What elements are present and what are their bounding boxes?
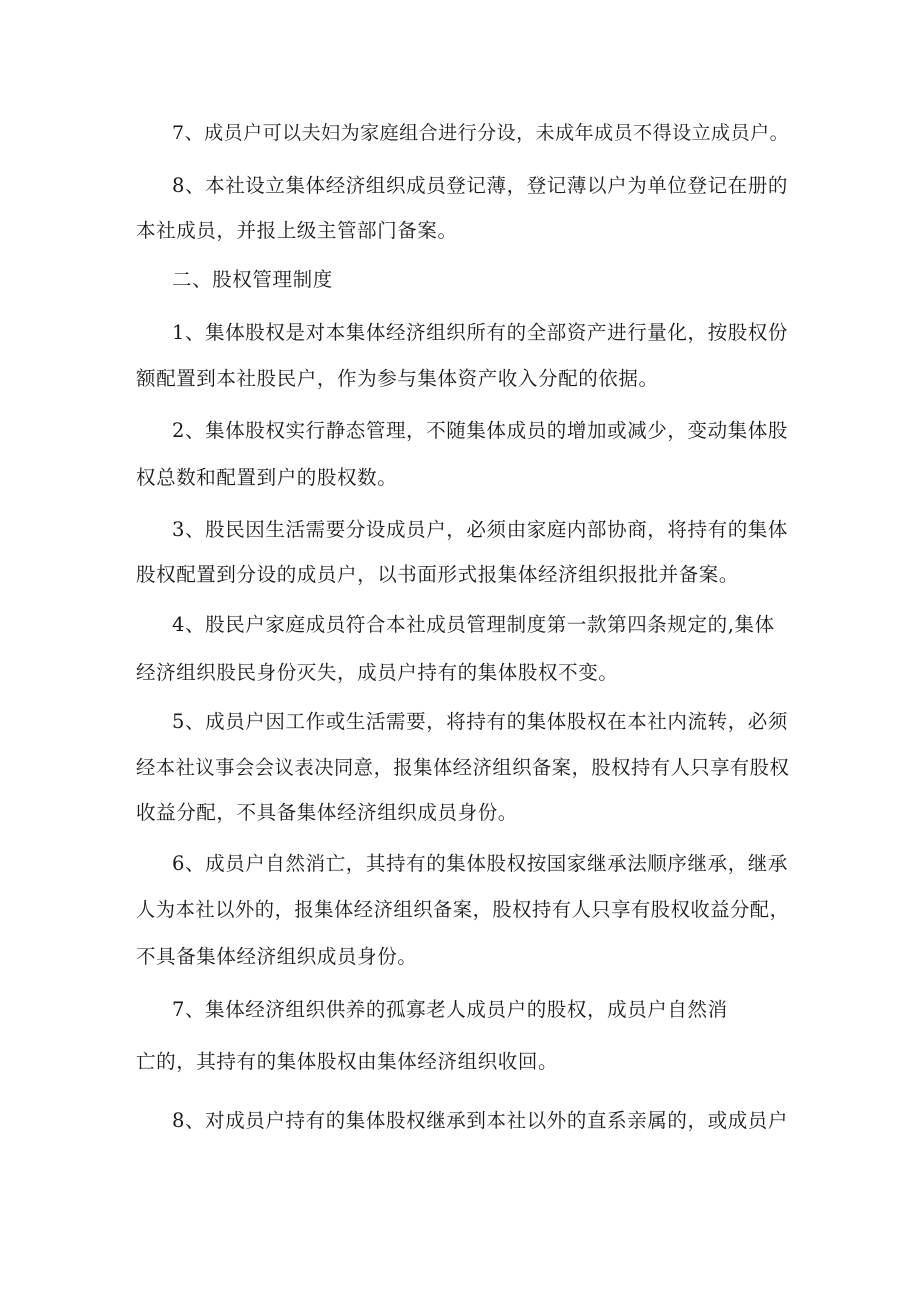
- text-line-13: 5、成员户因工作或生活需要，将持有的集体股权在本社内流转，必须: [172, 710, 789, 733]
- text-line-18: 不具备集体经济组织成员身份。: [136, 945, 418, 968]
- text-line-20: 亡的，其持有的集体股权由集体经济组织收回。: [136, 1050, 559, 1073]
- text-line-11: 4、股民户家庭成员符合本社成员管理制度第一款第四条规定的,集体: [172, 613, 775, 636]
- text-line-9: 3、股民因生活需要分设成员户，必须由家庭内部协商，将持有的集体: [172, 518, 789, 541]
- text-line-12: 经济组织股民身份灭失，成员户持有的集体股权不变。: [136, 661, 619, 684]
- text-line-8: 权总数和配置到户的股权数。: [136, 466, 398, 489]
- text-line-19: 7、集体经济组织供养的孤寡老人成员户的股权，成员户自然消: [172, 998, 728, 1021]
- text-line-10: 股权配置到分设的成员户，以书面形式报集体经济组织报批并备案。: [136, 563, 740, 586]
- text-line-15: 收益分配，不具备集体经济组织成员身份。: [136, 801, 518, 824]
- text-line-14: 经本社议事会会议表决同意，报集体经济组织备案，股权持有人只享有股权: [136, 756, 790, 779]
- text-line-2: 8、本社设立集体经济组织成员登记薄，登记薄以户为单位登记在册的: [172, 174, 789, 197]
- text-line-5: 1、集体股权是对本集体经济组织所有的全部资产进行量化，按股权份: [172, 321, 789, 344]
- section-heading: 二、股权管理制度: [172, 268, 333, 291]
- text-line-1: 7、成员户可以夫妇为家庭组合进行分设，未成年成员不得设立成员户。: [172, 122, 790, 144]
- text-line-16: 6、成员户自然消亡，其持有的集体股权按国家继承法顺序继承，继承: [172, 852, 789, 875]
- text-line-17: 人为本社以外的，报集体经济组织备案，股权持有人只享有股权收益分配，: [136, 898, 790, 921]
- text-line-6: 额配置到本社股民户，作为参与集体资产收入分配的依据。: [136, 367, 659, 390]
- text-line-7: 2、集体股权实行静态管理，不随集体成员的增加或减少，变动集体股: [172, 419, 789, 442]
- text-line-3: 本社成员，并报上级主管部门备案。: [136, 219, 458, 242]
- text-line-21: 8、对成员户持有的集体股权继承到本社以外的直系亲属的，或成员户: [172, 1109, 789, 1132]
